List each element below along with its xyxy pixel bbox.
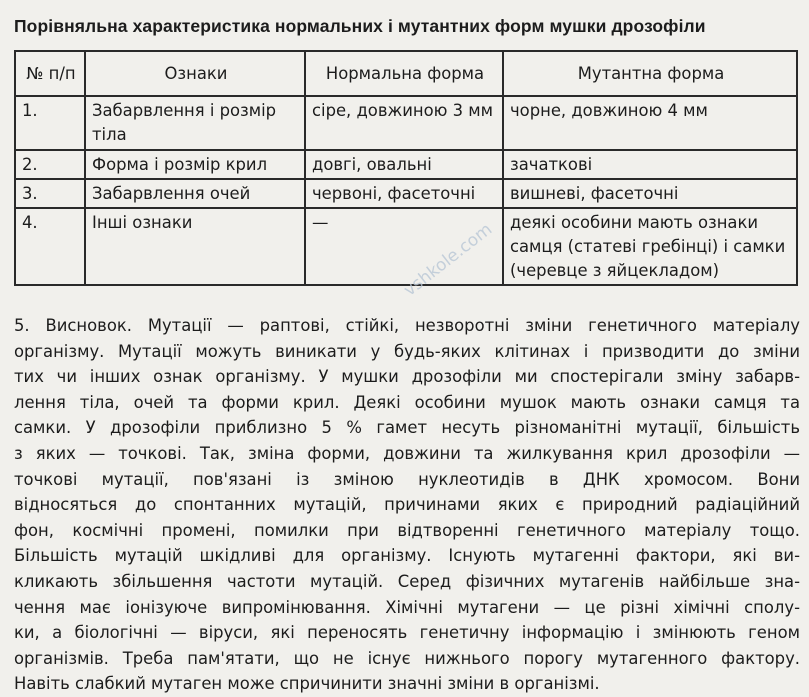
row-number: 2. xyxy=(15,150,85,179)
normal-form-cell: — xyxy=(305,208,503,285)
traits-comparison-table xyxy=(14,50,798,286)
header-traits: Ознаки xyxy=(85,51,305,96)
table-row xyxy=(15,96,797,150)
conclusion-line: ки, а біологічні — віруси, які переносять генетичну інформацію і змінюють геном xyxy=(14,623,800,643)
conclusion-line: чення має іонізуюче випромінювання. Хімічні мутагени — це різні хімічні сполу- xyxy=(14,597,800,617)
conclusion-line: кликають збільшення частоти мутацій. Серед фізичних мутагенів найбільше зна- xyxy=(14,571,800,591)
table-header-row xyxy=(15,51,797,96)
conclusion-line: Більшість мутацій шкідливі для організму. Існують мутагенні фактори, які ви- xyxy=(14,546,800,566)
conclusion-line: самки. У дрозофіли приблизно 5 % гамет несуть різноманітні мутації, більшість xyxy=(14,418,800,438)
conclusion-line: фон, космічні промені, помилки при відтворенні генетичного матеріалу тощо. xyxy=(14,520,800,540)
header-normal-form: Нормальна форма xyxy=(305,51,503,96)
conclusion-text xyxy=(14,313,800,697)
conclusion-line: організму. Мутації можуть виникати у будь-яких клітинах і призводити до зміни xyxy=(14,341,800,361)
table-row xyxy=(15,208,797,285)
table-row xyxy=(15,179,797,208)
trait-cell: Забарвлення очей xyxy=(85,179,305,208)
conclusion-line: відносяться до спонтанних мутацій, причинами яких є природний радіаційний xyxy=(14,495,800,515)
normal-form-cell: сіре, довжиною 3 мм xyxy=(305,96,503,150)
watermark: vshkole.com xyxy=(400,219,497,301)
conclusion-line: Навіть слабкий мутаген може спричинити значні зміни в організмі. xyxy=(14,674,600,694)
header-mutant-form: Мутантна форма xyxy=(503,51,797,96)
trait-cell: Форма і розмір крил xyxy=(85,150,305,179)
page-title: Порівняльна характеристика нормальних і мутантних форм мушки дрозофіли xyxy=(14,16,706,36)
mutant-form-cell: чорне, довжиною 4 мм xyxy=(503,96,797,150)
trait-cell: Забарвлення і розмір тіла xyxy=(85,96,305,150)
row-number: 4. xyxy=(15,208,85,285)
conclusion-line: лення тіла, очей та форми крил. Деякі особини мушок мають ознаки самця та xyxy=(14,392,800,412)
header-number: № п/п xyxy=(15,51,85,96)
table-row xyxy=(15,150,797,179)
row-number: 3. xyxy=(15,179,85,208)
normal-form-cell: червоні, фасеточні xyxy=(305,179,503,208)
conclusion-line: з яких — точкові. Так, зміна форми, довжини та жилкування крил дрозофіли — xyxy=(14,443,800,463)
normal-form-cell: довгі, овальні xyxy=(305,150,503,179)
conclusion-line: тих чи інших ознак організму. У мушки дрозофіли ми спостерігали зміну забарв- xyxy=(14,367,800,387)
trait-cell: Інші ознаки xyxy=(85,208,305,285)
mutant-form-cell: вишневі, фасеточні xyxy=(503,179,797,208)
conclusion-line: організмів. Треба пам'ятати, що не існує нижнього порогу мутагенного фактору. xyxy=(14,648,800,668)
row-number: 1. xyxy=(15,96,85,150)
mutant-form-cell: зачаткові xyxy=(503,150,797,179)
conclusion-line: 5. Висновок. Мутації — раптові, стійкі, незворотні зміни генетичного матеріалу xyxy=(14,316,800,335)
conclusion-line: точкові мутації, пов'язані із зміною нуклеотидів в ДНК хромосом. Вони xyxy=(14,469,800,489)
mutant-form-cell: деякі особини мають ознаки самця (статеві гребінці) і самки (черевце з яйцекладом) xyxy=(503,208,797,285)
